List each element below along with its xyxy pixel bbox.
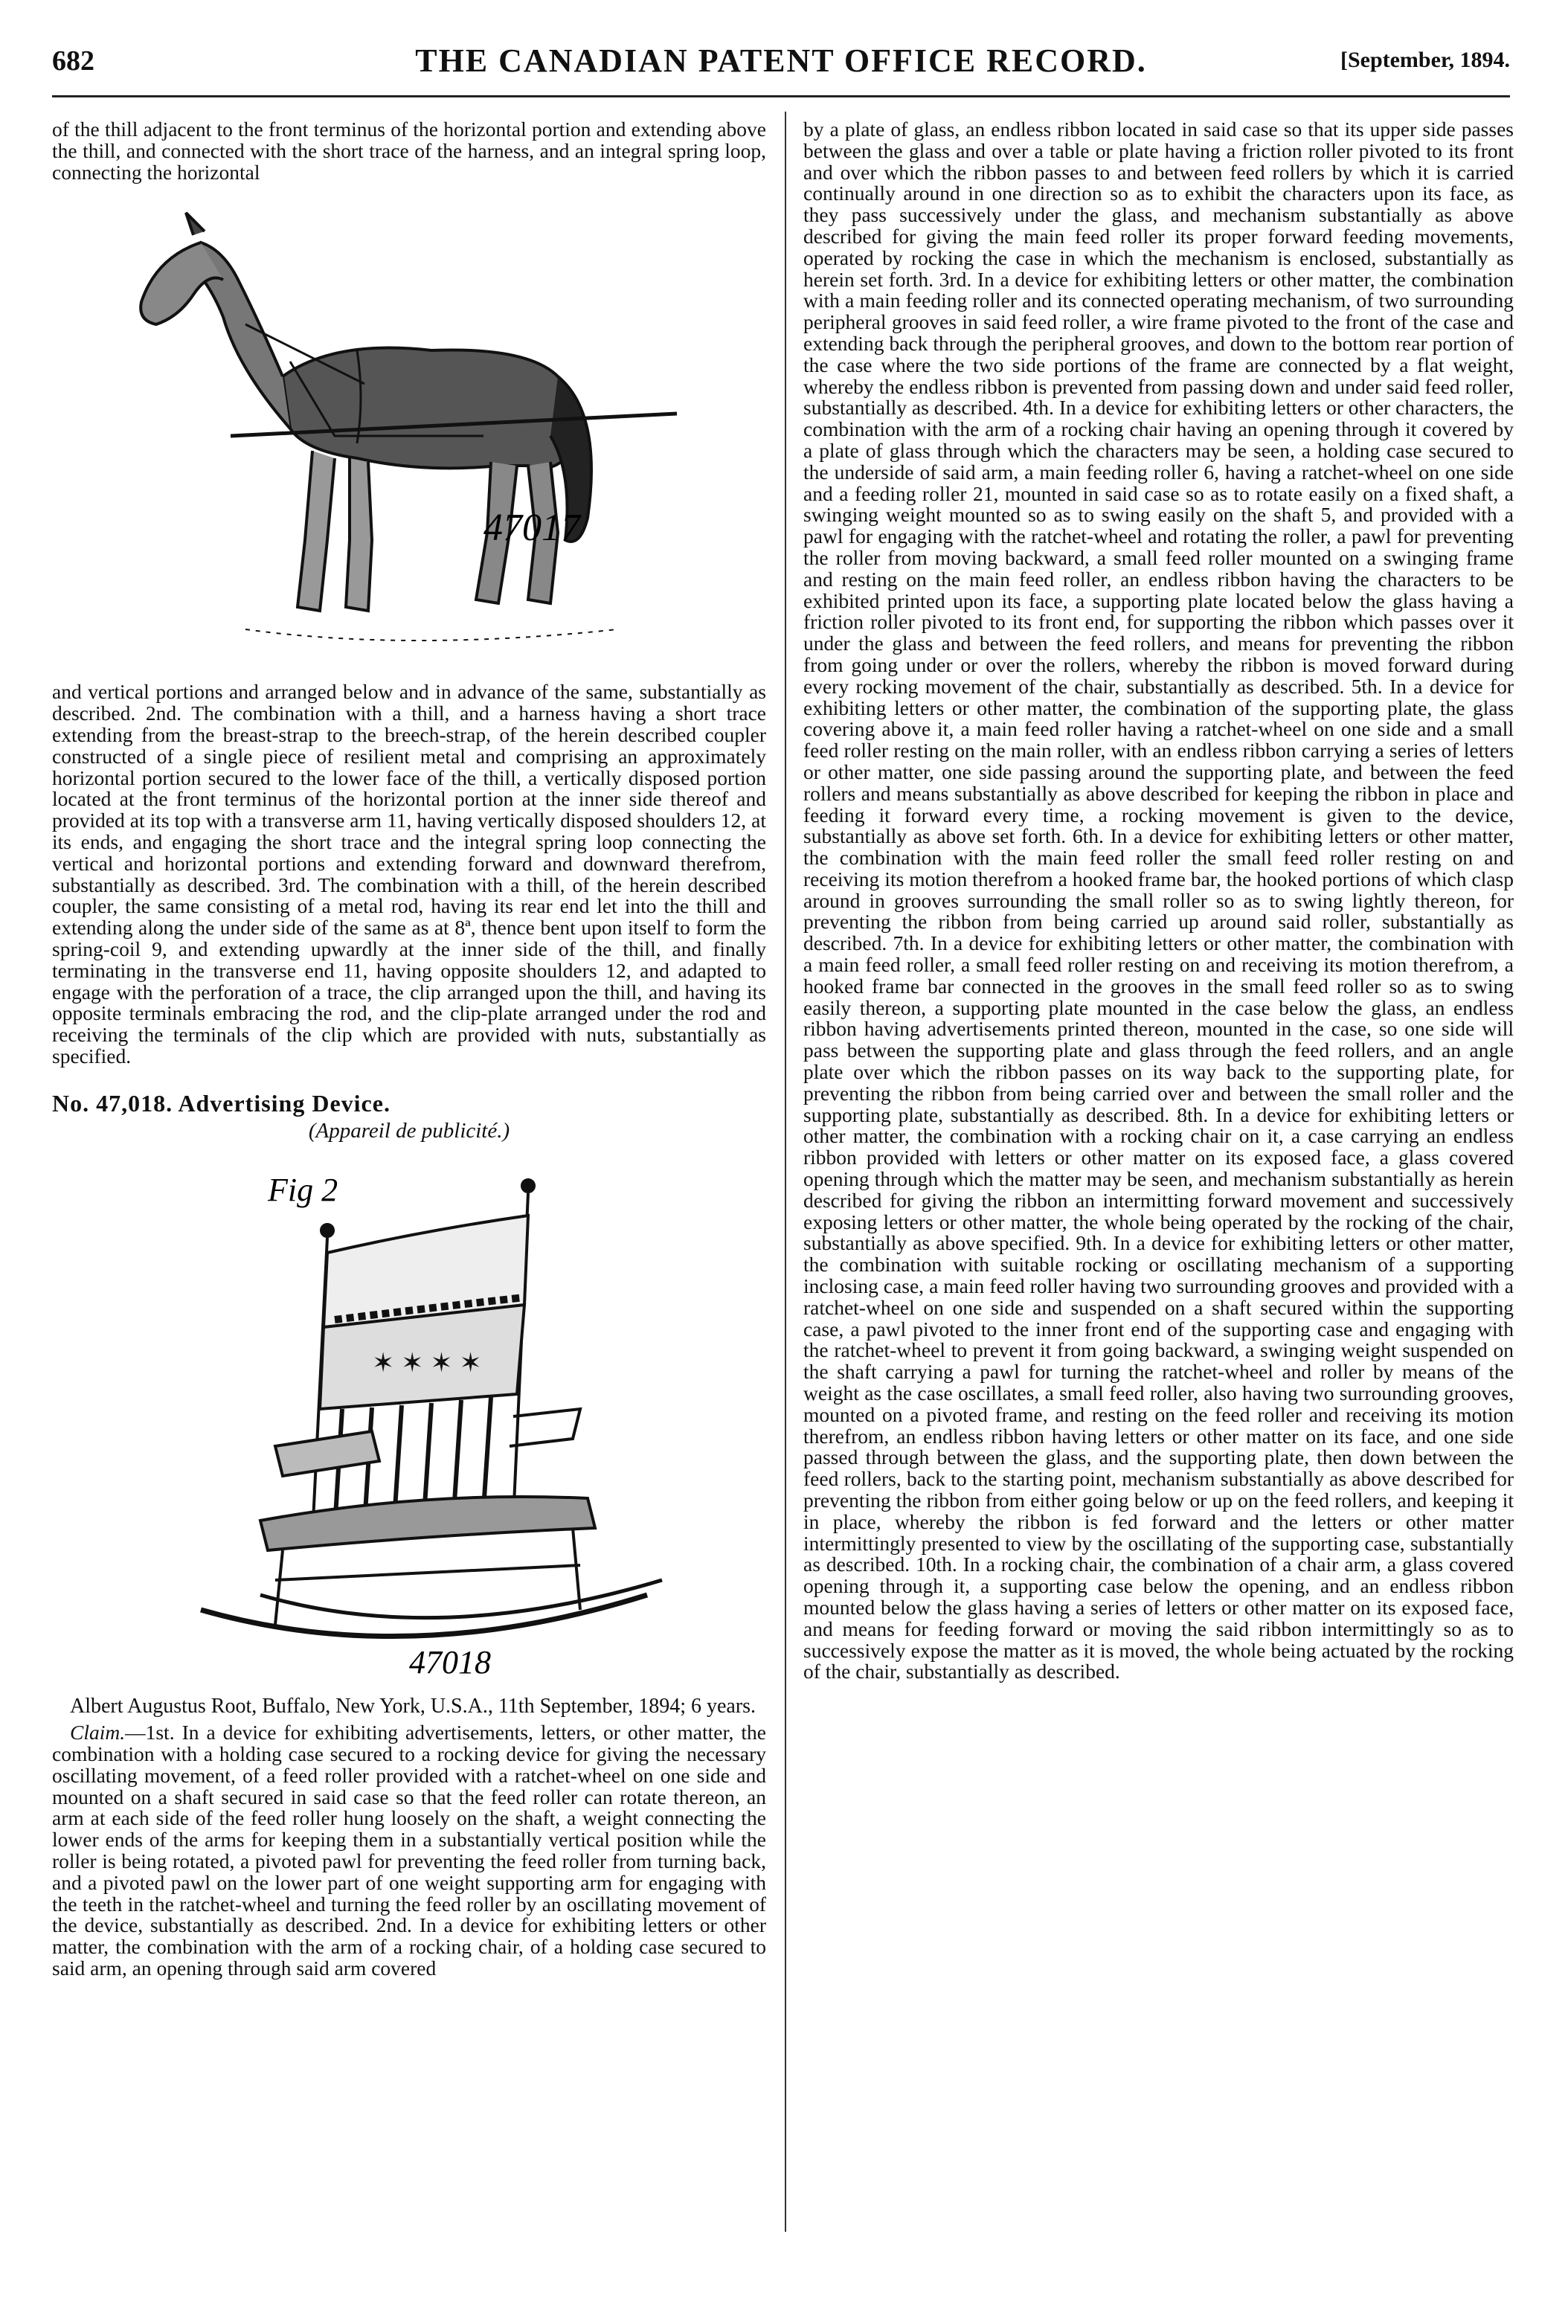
left-column <box>52 119 766 1980</box>
page-header <box>52 39 1510 91</box>
intro-paragraph: of the thill adjacent to the front terminus of the horizontal portion and extending above the thill, and connected with the short trace of the harness, and an integral spring loop, connecting the horizontal <box>52 118 766 184</box>
column-divider <box>785 112 786 2232</box>
patent-subtitle: (Appareil de publicité.) <box>308 1118 510 1143</box>
svg-text:✶ ✶ ✶ ✶: ✶ ✶ ✶ ✶ <box>372 1348 482 1378</box>
rocking-chair-figure <box>126 1149 692 1684</box>
rocking-chair-illustration-icon <box>126 1149 692 1684</box>
issue-date: [September, 1894. <box>1340 48 1510 72</box>
journal-title: THE CANADIAN PATENT OFFICE RECORD. <box>415 42 1147 79</box>
page-number: 682 <box>52 45 94 77</box>
claim-text: —1st. In a device for exhibiting advertisements, letters, or other matter, the combination with a holding case secured to a rocking device for giving the necessary oscillating movement, of a feed roller provided with a ratchet-wheel on one side and mounted on a shaft secured in said case so that the feed roller can rotate thereon, an arm at each side of the feed roller hung loosely on the shaft, a weight connecting the lower ends of the arms for keeping them in a substantially vertical position while the roller is being rotated, a pivoted pawl for preventing the feed roller from turning back, and a pivoted pawl on the lower part of one weight supporting arm for engaging with the teeth in the ratchet-wheel and turning the feed roller by an oscillating movement of the device, substantially as described. 2nd. In a device for exhibiting letters or other matter, the combination with the arm of a rocking chair, of a holding case secured to said arm, an opening through said arm covered <box>52 1721 766 1980</box>
patent-heading: No. 47,018. Advertising Device. <box>52 1089 391 1117</box>
figure2-fig-label: Fig 2 <box>268 1172 338 1209</box>
right-column-claims: by a plate of glass, an endless ribbon located in said case so that its upper side passes between the glass and over a table or plate having a friction roller pivoted to its front and over which the ribbon passes to and between feed rollers by which it is carried continually around in one direction so as to exhibit the characters upon its face, as they pass successively under the glass, and mechanism substantially as above described for giving the main feed roller its proper forward feeding movements, operated by rocking the case in which the mechanism is enclosed, substantially as herein set forth. 3rd. In a device for exhibiting letters or other matter, the combination with a main feeding roller and its connected operating mechanism, of two surrounding peripheral grooves in said feed roller, a wire frame pivoted to the front of the case and extending back through the peripheral grooves, and down to the bottom rear portion of the case where the two side portions of the frame are connected by a flat weight, whereby the endless ribbon is prevented from passing down and under said feed roller, substantially as described. 4th. In a device for exhibiting letters or other characters, the combination with the arm of a rocking chair having an opening through it covered by a plate of glass through which the characters may be seen, a holding case secured to the underside of said arm, a main feeding roller 6, having a ratchet-wheel on one side and a feeding roller 21, mounted in said case so as to rotate easily on a fixed shaft, a swinging weight mounted so as to swing easily on the shaft 5, and provided with a pawl for engaging with the ratchet-wheel and rotating the roller, a pawl for preventing the roller from moving backward, a small feed roller mounted on a swinging frame and resting on the main feed roller, an endless ribbon having the characters to be exhibited printed upon its face, a supporting plate located below the glass having a friction roller pivoted to its front end, for supporting the ribbon which passes over it under the glass and between the feed rollers, and means for preventing the ribbon from going under or over the rollers, whereby the ribbon is moved forward during every rocking movement of the chair, substantially as described. 5th. In a device for exhibiting letters or other matter, the combination of the supporting plate, the glass covering above it, a main feed roller having a ratchet-wheel on one side and a small feed roller resting on the main roller, with an endless ribbon carrying a series of letters or other matter, one side passing around the supporting plate, and between the feed rollers and means substantially as above described for keeping the ribbon in place and feeding it forward every time, a rocking movement is given to the device, substantially as above set forth. 6th. In a device for exhibiting letters or other matter, the combination with the main feed roller the small feed roller resting on and receiving its motion therefrom a hooked frame bar, the hooked portions of which clasp around in grooves surrounding the small roller so as to swing lightly thereon, for preventing the ribbon from being carried up around said roller, substantially as described. 7th. In a device for exhibiting letters or other matter, the combination with a main feed roller, a small feed roller resting on and receiving its motion therefrom, a hooked frame bar connected in the grooves in the small feed roller so as to swing easily thereon, a supporting plate mounted in the case below the glass, an endless ribbon having advertisements printed thereon, mounted in the case, so one side will pass between the supporting plate and glass through the feed rollers, and an angle plate over which the ribbon passes on its way back to the supporting plate, for preventing the ribbon from being carried over and between the small roller and the supporting plate, substantially as described. 8th. In a device for exhibiting letters or other matter, the combination with a rocking chair on it, a case carrying an endless ribbon provided with letters or other matter on its exposed face, a glass covered opening through which the matter may be seen, and mechanism substantially as herein described for giving the ribbon an intermitting forward movement and successively exposing letters or other matter, the whole being operated by the rocking of the chair, substantially as above specified. 9th. In a device for exhibiting letters or other matter, the combination with suitable rocking or oscillating mechanism of a supporting inclosing case, a main feed roller having two surrounding grooves and provided with a ratchet-wheel on one side and suspended on a shaft secured within the supporting case, a pawl pivoted to the inner front end of the supporting case and engaging with the ratchet-wheel to prevent it from going backward, a swinging weight suspended on the shaft carrying a pawl for turning the ratchet-wheel and roller by means of the weight as the case oscillates, a small feed roller, also having two surrounding grooves, mounted on a pivoted frame, and resting on the feed roller and receiving its motion therefrom, an endless ribbon having letters or other matter on its face, and one side passed through between the glass, and the supporting plate, then down between the feed rollers, back to the starting point, mechanism substantially as above described for preventing the ribbon from either going below or up on the feed rollers, and keeping it in place, whereby the ribbon is fed forward and the letters or other matter intermittingly presented to view by the oscillating of the supporting case, substantially as described. 10th. In a rocking chair, the combination of a chair arm, a glass covered opening through it, a supporting case below the opening, and an endless ribbon mounted below the glass having a series of letters or other matter on its exposed face, and means for feeding forward or moving the said ribbon intermittingly so as to successively expose the matter as it is moved, the whole being actuated by the rocking of the chair, substantially as described. <box>803 118 1514 1683</box>
horse-illustration-icon <box>112 190 707 681</box>
figure1-number: 47017 <box>483 507 580 550</box>
coupler-claims: and vertical portions and arranged below and in advance of the same, substantially as described. 2nd. The combination with a thill, and a harness having a short trace extending from the breast-strap to the breech-strap, of the herein described coupler constructed of a single piece of resilient metal and comprising an approximately horizontal portion secured to the lower face of the thill, a vertically disposed portion located at the front terminus of the horizontal portion at the inner side thereof and provided at its top with a transverse arm 11, having vertically disposed shoulders 12, at its ends, and engaging the short trace and the integral spring loop connecting the vertical and horizontal portions and extending forward and downward therefrom, substantially as described. 3rd. The combination with a thill, of the herein described coupler, the same consisting of a metal rod, having its rear end let into the thill and extending along the under side of the same as at 8ª, thence bent upon itself to form the spring-coil 9, and extending upwardly at the inner side of the thill, and finally terminating in the transverse end 11, having opposite shoulders 12, and adapted to engage with the perforation of a trace, the clip arranged upon the thill, and having its opposite terminals embracing the rod, and the clip-plate arranged under the rod and receiving the terminals of the clip which are provided with nuts, substantially as specified. <box>52 680 766 1068</box>
figure2-number: 47018 <box>409 1644 491 1681</box>
inventor-line: Albert Augustus Root, Buffalo, New York, U.S.A., 11th September, 1894; 6 years. <box>70 1695 756 1718</box>
claim-paragraph <box>52 1722 766 1980</box>
horse-harness-figure <box>112 190 707 681</box>
claim-label: Claim. <box>70 1721 126 1744</box>
right-column <box>803 119 1514 1683</box>
header-rule <box>52 95 1510 97</box>
